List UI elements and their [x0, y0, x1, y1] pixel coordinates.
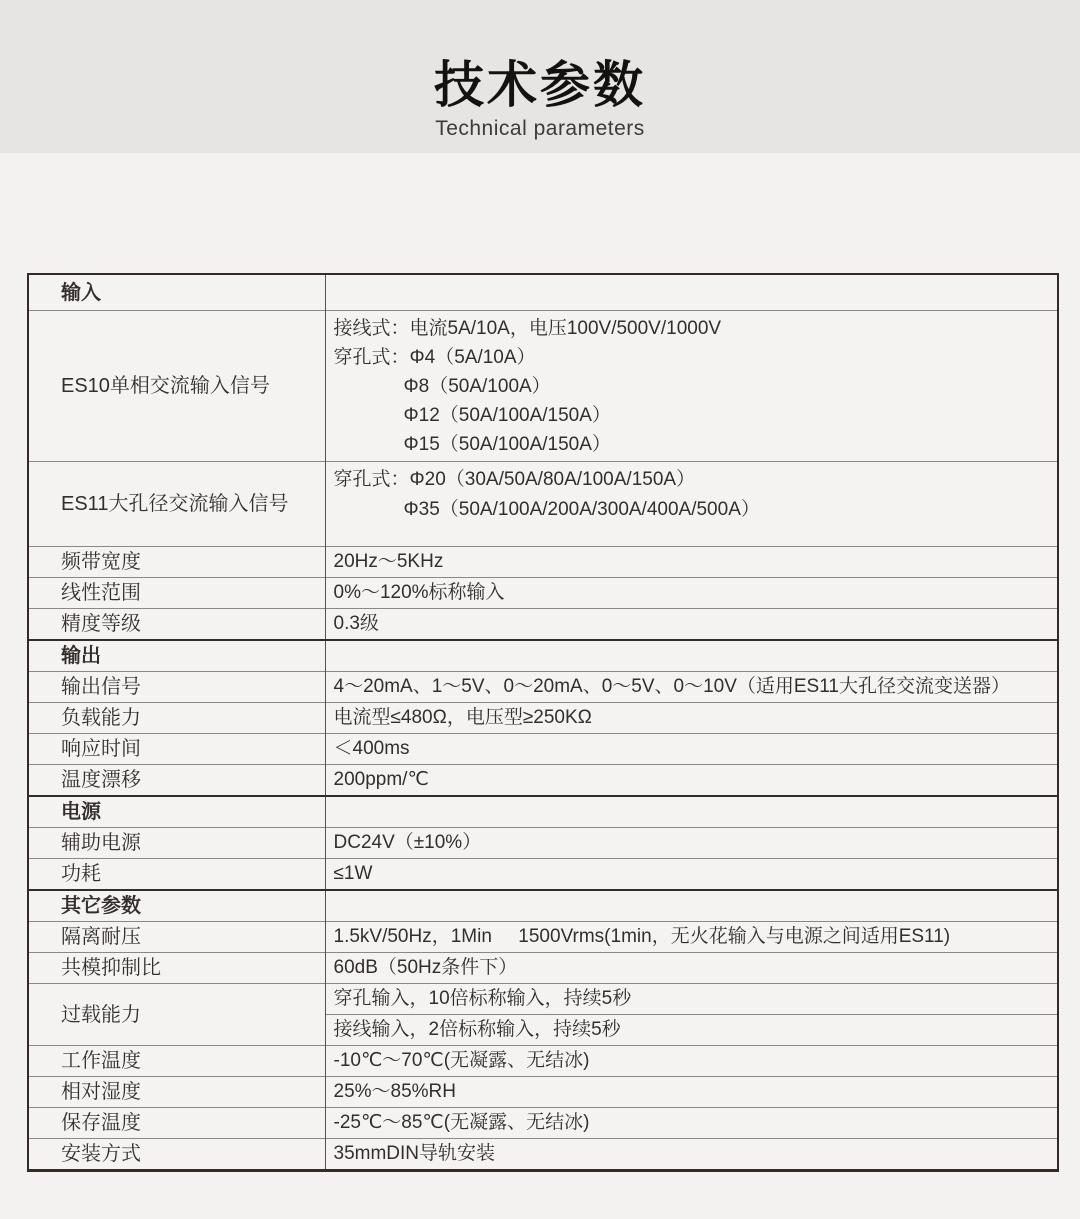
section-row-power	[28, 796, 1058, 828]
param-label: ES10单相交流输入信号	[28, 311, 325, 462]
spec-table	[27, 273, 1059, 1172]
table-row	[28, 828, 1058, 859]
param-label: 频带宽度	[28, 547, 325, 578]
section-title: 其它参数	[28, 890, 325, 922]
param-label: 保存温度	[28, 1108, 325, 1139]
table-row	[28, 953, 1058, 984]
header-band	[0, 0, 1080, 153]
param-value: ≤1W	[325, 859, 1058, 891]
section-row-output	[28, 640, 1058, 672]
spec-table-container	[27, 273, 1080, 1172]
table-row-es10	[28, 311, 1058, 462]
section-title: 输出	[28, 640, 325, 672]
table-row	[28, 672, 1058, 703]
table-row	[28, 1139, 1058, 1171]
param-label: 工作温度	[28, 1046, 325, 1077]
section-row-other	[28, 890, 1058, 922]
table-row	[28, 734, 1058, 765]
param-value	[325, 311, 1058, 462]
param-value: 35mmDIN导轨安装	[325, 1139, 1058, 1171]
param-label: 功耗	[28, 859, 325, 891]
value-line: Φ8（50A/100A）	[403, 376, 551, 397]
param-label: 隔离耐压	[28, 922, 325, 953]
param-value: 4～20mA、1～5V、0～20mA、0～5V、0～10V（适用ES11大孔径交流变送器）	[325, 672, 1058, 703]
param-label: 响应时间	[28, 734, 325, 765]
value-line: 穿孔式：Φ20（30A/50A/80A/100A/150A）	[333, 469, 696, 490]
param-label: 相对湿度	[28, 1077, 325, 1108]
section-title: 电源	[28, 796, 325, 828]
table-row-es11	[28, 462, 1058, 547]
value-line: Φ12（50A/100A/150A）	[403, 405, 611, 426]
param-value: 接线输入，2倍标称输入，持续5秒	[325, 1015, 1058, 1046]
value-line: Φ35（50A/100A/200A/300A/400A/500A）	[403, 499, 760, 520]
section-empty-cell	[325, 640, 1058, 672]
param-label: 线性范围	[28, 578, 325, 609]
param-label: 安装方式	[28, 1139, 325, 1171]
param-value: 0%～120%标称输入	[325, 578, 1058, 609]
param-value: 穿孔输入，10倍标称输入，持续5秒	[325, 984, 1058, 1015]
param-label: 精度等级	[28, 609, 325, 641]
table-row	[28, 765, 1058, 797]
param-label: 过载能力	[28, 984, 325, 1046]
param-label: 辅助电源	[28, 828, 325, 859]
param-value: 20Hz～5KHz	[325, 547, 1058, 578]
param-label: 输出信号	[28, 672, 325, 703]
param-value: 200ppm/℃	[325, 765, 1058, 797]
table-row-overload	[28, 984, 1058, 1015]
table-row	[28, 703, 1058, 734]
param-value: ＜400ms	[325, 734, 1058, 765]
value-line: 穿孔式：Φ4（5A/10A）	[333, 347, 536, 368]
table-row	[28, 1046, 1058, 1077]
table-row	[28, 547, 1058, 578]
param-value: 电流型≤480Ω，电压型≥250KΩ	[325, 703, 1058, 734]
param-value: -10℃～70℃(无凝露、无结冰)	[325, 1046, 1058, 1077]
table-row	[28, 609, 1058, 641]
param-label: 负载能力	[28, 703, 325, 734]
page-title: 技术参数	[434, 57, 646, 113]
section-empty-cell	[325, 890, 1058, 922]
param-label: ES11大孔径交流输入信号	[28, 462, 325, 547]
param-value: 60dB（50Hz条件下）	[325, 953, 1058, 984]
param-value: DC24V（±10%）	[325, 828, 1058, 859]
value-line: Φ15（50A/100A/150A）	[403, 434, 611, 455]
section-empty-cell	[325, 274, 1058, 311]
param-label: 共模抑制比	[28, 953, 325, 984]
value-line: 接线式：电流5A/10A，电压100V/500V/1000V	[333, 318, 722, 339]
section-row-input	[28, 274, 1058, 311]
table-row	[28, 922, 1058, 953]
table-row	[28, 578, 1058, 609]
section-title: 输入	[28, 274, 325, 311]
param-value	[325, 462, 1058, 547]
param-value: 0.3级	[325, 609, 1058, 641]
table-row	[28, 859, 1058, 891]
table-row	[28, 1077, 1058, 1108]
param-label: 温度漂移	[28, 765, 325, 797]
param-value: 25%～85%RH	[325, 1077, 1058, 1108]
table-row	[28, 1108, 1058, 1139]
page-subtitle: Technical parameters	[435, 117, 645, 140]
param-value: -25℃～85℃(无凝露、无结冰)	[325, 1108, 1058, 1139]
param-value: 1.5kV/50Hz，1Min 1500Vrms(1min，无火花输入与电源之间适用ES11)	[325, 922, 1058, 953]
section-empty-cell	[325, 796, 1058, 828]
